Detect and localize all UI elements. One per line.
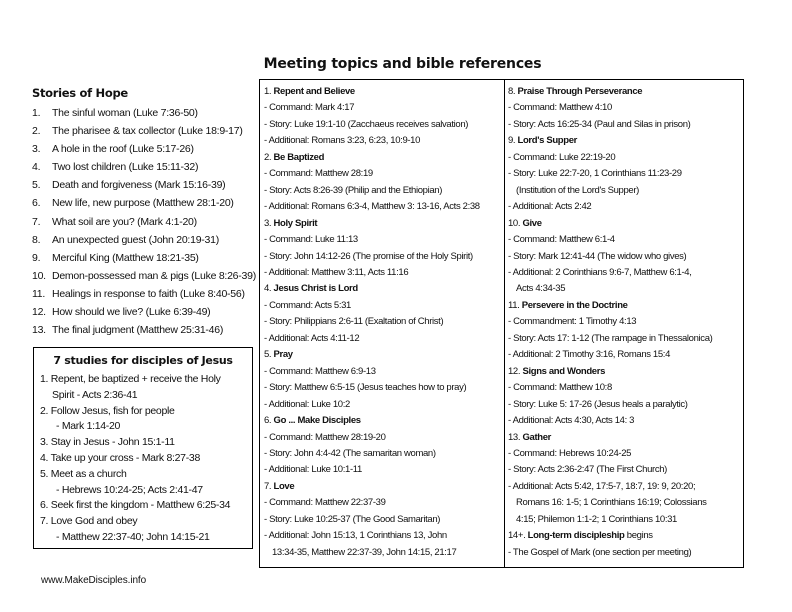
study-line: 6. Seek first the kingdom - Matthew 6:25-34 [40,499,231,512]
topic-line: - Story: Luke 19:1-10 (Zacchaeus receives salvation) [264,118,469,130]
study-line: 7. Love God and obey [40,515,138,528]
topic-line: - Story: Mark 12:41-44 (The widow who gives) [508,250,687,262]
topic-line: - Story: Acts 16:25-34 (Paul and Silas in prison) [508,118,691,130]
topic-heading: 13. Gather [508,431,551,443]
study-line: 3. Stay in Jesus - John 15:1-11 [40,436,175,449]
story-item: 8. An unexpected guest (John 20:19-31) [32,233,219,246]
story-item: 6. New life, new purpose (Matthew 28:1-20) [32,197,234,210]
story-item: 9. Merciful King (Matthew 18:21-35) [32,251,199,264]
study-line: 1. Repent, be baptized + receive the Holy [40,373,221,385]
topic-line: - Story: Acts 17: 1-12 (The rampage in Thessalonica) [508,332,713,344]
topic-line: - Additional: Luke 10:2 [264,398,350,410]
topic-line: - Story: Philippians 2:6-11 (Exaltation of Christ) [264,316,444,328]
topic-line: Acts 4:34-35 [516,283,566,295]
topic-line: - Additional: Acts 2:42 [508,201,592,213]
topic-line: - Story: Luke 22:7-20, 1 Corinthians 11:23-29 [508,168,682,180]
studies-heading: 7 studies for disciples of Jesus [53,354,233,367]
column-divider [504,80,505,567]
topic-heading: 8. Praise Through Perseverance [508,86,643,97]
story-item: 11. Healings in response to faith (Luke 8:40-56) [32,287,245,300]
topic-heading: 10. Give [508,217,542,229]
stories-of-hope-list [32,86,257,339]
topic-line: - Command: Luke 11:13 [264,234,358,246]
study-line: 5. Meet as a church [40,467,127,480]
topic-line: - Additional: Acts 4:30, Acts 14: 3 [508,415,635,427]
topic-line: - Story: Acts 8:26-39 (Philip and the Ethiopian) [264,184,443,196]
stories-heading: Stories of Hope [32,86,128,100]
topic-line: - Additional: Acts 5:42, 17:5-7, 18:7, 19: 9, 20:20; [508,480,696,492]
topic-heading: 12. Signs and Wonders [508,365,606,377]
topic-line: 4:15; Philemon 1:1-2; 1 Corinthians 10:31 [516,513,677,525]
topic-heading: 14+. Long-term discipleship begins [508,530,653,542]
topic-heading: 9. Lord's Supper [508,135,577,147]
topic-line: - Additional: Luke 10:1-11 [264,464,362,476]
topic-line: - Command: Matthew 28:19-20 [264,431,386,443]
topic-line: - Additional: Romans 3:23, 6:23, 10:9-10 [264,135,421,147]
topic-line: - Story: Luke 10:25-37 (The Good Samaritan) [264,513,441,525]
topic-line: - Additional: John 15:13, 1 Corinthians 13, John [264,530,447,542]
page-title: Meeting topics and bible references [263,56,542,72]
study-line: - Matthew 22:37-40; John 14:15-21 [56,530,210,543]
story-item: 7. What soil are you? (Mark 4:1-20) [32,215,197,228]
topic-heading: 4. Jesus Christ is Lord [264,283,358,295]
topics-table [259,79,744,568]
story-item: 13. The final judgment (Matthew 25:31-46) [32,324,224,337]
topic-heading: 11. Persevere in the Doctrine [508,299,628,311]
topic-line: - Command: Acts 5:31 [264,299,351,311]
topic-line: - Command: Matthew 6:9-13 [264,365,376,377]
story-item: 2. The pharisee & tax collector (Luke 18:9-17) [32,125,243,138]
topic-line: - Command: Matthew 10:8 [508,382,612,394]
topics-column-right [508,84,742,561]
story-item: 12. How should we live? (Luke 6:39-49) [32,306,211,319]
topic-line: - Story: Acts 2:36-2:47 (The First Church) [508,464,667,476]
topic-line: - Command: Luke 22:19-20 [508,151,616,163]
topic-line: 13:34-35, Matthew 22:37-39, John 14:15, 21:17 [272,546,457,558]
study-line: - Mark 1:14-20 [56,420,121,433]
topics-column-left [264,84,502,561]
topic-line: - Additional: Acts 4:11-12 [264,332,360,344]
topic-heading: 1. Repent and Believe [264,86,355,97]
study-line: 2. Follow Jesus, fish for people [40,404,175,417]
story-item: 3. A hole in the roof (Luke 5:17-26) [32,143,194,156]
topic-line: - Additional: Romans 6:3-4, Matthew 3: 13-16, Acts 2:38 [264,201,480,213]
topic-line: - Command: Matthew 22:37-39 [264,497,386,509]
topic-heading: 5. Pray [264,349,293,361]
study-line: Spirit - Acts 2:36-41 [52,388,138,401]
topic-heading: 3. Holy Spirit [264,217,318,229]
topic-line: - Story: Matthew 6:5-15 (Jesus teaches how to pray) [264,382,467,394]
topic-heading: 6. Go ... Make Disciples [264,415,361,427]
topic-line: - Command: Matthew 28:19 [264,168,373,180]
topic-line: (Institution of the Lord's Supper) [516,184,639,196]
study-line: - Hebrews 10:24-25; Acts 2:41-47 [56,483,203,496]
topic-line: - Commandment: 1 Timothy 4:13 [508,316,637,328]
topic-line: - Story: John 4:4-42 (The samaritan woman) [264,447,436,459]
topic-heading: 7. Love [264,480,295,492]
topic-line: - Story: Luke 5: 17-26 (Jesus heals a paralytic) [508,398,688,410]
topic-line: - Command: Mark 4:17 [264,102,355,114]
topic-line: - Additional: 2 Corinthians 9:6-7, Matthew 6:1-4, [508,266,692,278]
topic-line: - Story: John 14:12-26 (The promise of the Holy Spirit) [264,250,473,262]
seven-studies-box [33,347,253,549]
story-item: 10. Demon-possessed man & pigs (Luke 8:26-39) [32,269,256,282]
story-item: 5. Death and forgiveness (Mark 15:16-39) [32,179,226,192]
topic-line: - Command: Matthew 6:1-4 [508,234,615,246]
topic-line: - Additional: Matthew 3:11, Acts 11:16 [264,266,409,278]
topic-line: - Command: Hebrews 10:24-25 [508,447,632,459]
topic-line: - Command: Matthew 4:10 [508,102,612,114]
topic-line: - The Gospel of Mark (one section per meeting) [508,546,692,558]
study-line: 4. Take up your cross - Mark 8:27-38 [40,451,200,464]
footer-website: www.MakeDisciples.info [41,575,147,586]
topic-heading: 2. Be Baptized [264,151,325,163]
story-item: 4. Two lost children (Luke 15:11-32) [32,161,199,174]
story-item: 1. The sinful woman (Luke 7:36-50) [32,107,198,119]
topic-line: Romans 16: 1-5; 1 Corinthians 16:19; Colossians [516,497,707,509]
topic-line: - Additional: 2 Timothy 3:16, Romans 15:4 [508,349,671,361]
